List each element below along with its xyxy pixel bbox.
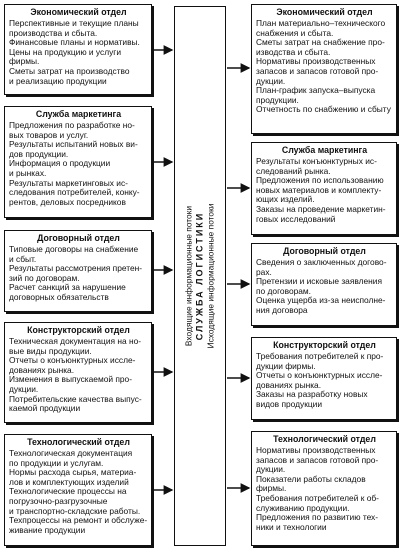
text-line: фирмы. [256,483,287,494]
text-line: запасов и запасов готовой про- [256,454,379,465]
box-title: Экономический отдел [276,7,373,17]
text-line: Цены на продукцию и услуги [9,46,122,57]
text-line: Результаты рассмотрения претен- [9,263,143,274]
box-title: Экономический отдел [30,7,127,17]
text-line: говых исследований [256,213,336,224]
text-line: дованиях рынка. [9,364,75,375]
outgoing-flows-label: Исходящие информационные потоки [205,203,216,349]
text-line: Изменения в выпускаемой про- [9,374,133,385]
text-line: снабжения и сбыта. [256,27,334,38]
text-line: дованиях рынка. [256,379,322,390]
text-line: и реализацию продукции [9,75,107,86]
text-line: дукции. [256,75,286,86]
text-line: дукции. [9,383,39,394]
text-line: новых материалов и комплекту- [256,184,382,195]
box-title: Конструкторский отдел [273,340,376,350]
text-line: рентов, деловых посредников [9,196,126,207]
text-line: Типовые договоры на снабжение [9,244,139,254]
text-line: следований рынка. [256,165,331,176]
text-line: Финансовые планы и нормативы. [9,37,140,48]
text-line: Требования потребителей к об- [256,492,379,503]
text-line: и рынках. [9,167,47,178]
text-line: Предложения по развитию тех- [256,512,379,523]
text-line: Претензии и исковые заявления [256,276,383,287]
text-line: Техническая документация на но- [9,336,142,346]
text-line: зий по договорам. [9,272,80,283]
text-line: и транспортно-складские работы. [9,505,141,516]
text-line: живание продукции [9,524,86,535]
text-line: Отчеты о конъюнктурных иссле- [256,370,383,381]
box-title: Конструкторский отдел [27,325,130,335]
text-line: План-график запуска–выпуска [256,85,376,96]
text-line: видов продукции [256,398,323,409]
text-line: ники и технологии [256,521,327,532]
text-line: Заказы на разработку новых [256,389,368,400]
text-line: дукции. [256,464,286,475]
text-line: ющих изделий. [256,194,315,205]
text-line: Информация о продукции [9,158,111,169]
text-line: Нормативы производственных [256,445,376,455]
text-line: продукции. [256,94,299,105]
text-line: Сметы затрат на производство [9,65,130,76]
text-line: Предложения по использованию [256,175,384,186]
text-line: дукции фирмы. [256,360,316,371]
text-line: Сведения о заключенных догово- [256,257,387,267]
box-title: Договорный отдел [37,233,120,243]
text-line: по продукции и услугам. [9,457,104,468]
text-line: изводства и сбыта. [256,46,331,57]
text-line: Предложения по разработке но- [9,120,135,130]
text-line: Требования потребителей к про- [256,351,384,361]
text-line: производства и сбыта. [9,27,98,38]
text-line: вых товаров и услуг. [9,129,89,140]
text-line: План материально–технического [256,18,386,28]
text-line: Технологическая документация [9,448,133,458]
text-line: и сбыт. [9,253,37,264]
box-title: Технологический отдел [273,434,376,444]
text-line: следования потребителей, конку- [9,187,140,198]
text-line: лов и комплектующих изделий [9,476,129,487]
text-line: Заказы на проведение маркетин- [256,203,386,214]
text-line: Перспективные и текущие планы [9,18,139,28]
box-title: Служба маркетинга [35,109,122,119]
text-line: служиванию продукции. [256,502,350,513]
text-line: Результаты маркетинговых ис- [9,177,128,188]
text-line: по договорам. [256,285,312,296]
text-line: дов продукции. [9,148,69,159]
text-line: Нормативы производственных [256,56,376,67]
box-title: Технологический отдел [27,437,130,447]
text-line: Технологические процессы на [9,486,127,497]
text-line: Результаты испытаний новых ви- [9,139,138,150]
text-line: Расчет санкций за нарушение [9,282,126,293]
text-line: Потребительские качества выпус- [9,393,142,404]
text-line: Отчеты о конъюнктурных иссле- [9,355,136,366]
text-line: фирмы. [9,56,40,67]
text-line: Техпроцессы на ремонт и обслуже- [9,515,148,526]
text-line: погрузочно-разгрузочные [9,495,108,506]
text-line: Нормы расхода сырья, материа- [9,467,137,478]
service-title: СЛУЖБА ЛОГИСТИКИ [194,211,205,341]
text-line: Сметы затрат на снабжение про- [256,37,385,48]
text-line: вые виды продукции. [9,345,92,356]
box-title: Договорный отдел [283,246,366,256]
text-line: Показатели работы складов [256,473,366,484]
text-line: каемой продукции [9,403,81,414]
text-line: договорных обязательств [9,291,109,302]
box-title: Служба маркетинга [281,145,368,155]
text-line: Результаты конъюнктурных ис- [256,156,377,166]
text-line: Отчетность по снабжению и сбыту [256,104,391,115]
text-line: ния договора [256,304,308,315]
text-line: Оценка ущерба из-за неисполне- [256,295,386,306]
incoming-flows-label: Входящие информационные потоки [183,205,194,347]
text-line: запасов и запасов готовой про- [256,65,379,76]
text-line: рах. [256,266,272,277]
